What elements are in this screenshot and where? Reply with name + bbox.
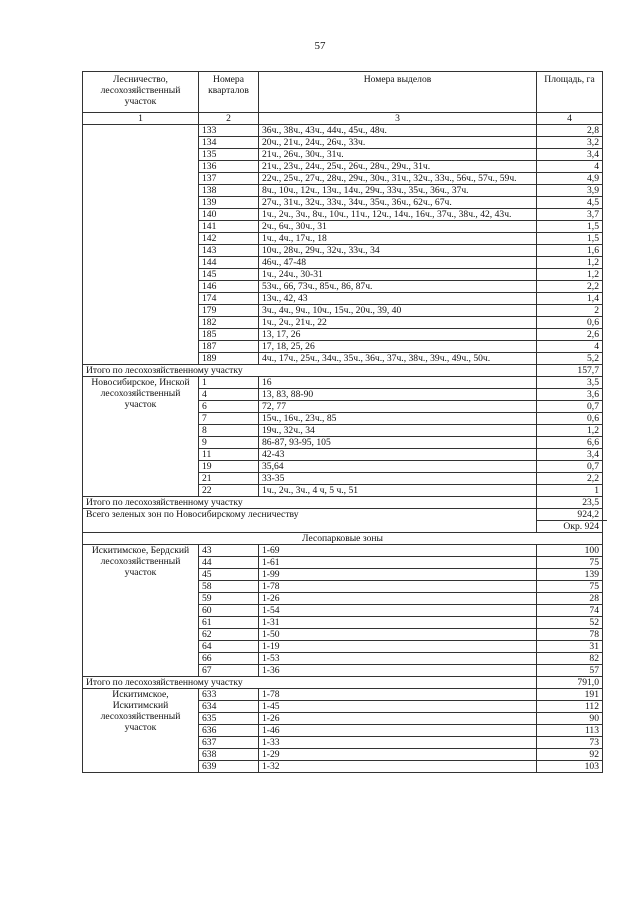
area-value: 82 — [537, 653, 603, 665]
allotment-numbers: 1-78 — [259, 581, 537, 593]
table-row — [83, 545, 603, 557]
quarter-number: 638 — [199, 749, 259, 761]
area-value: 3,9 — [537, 185, 603, 197]
forestry-name-cell: Искитимское, Бердский лесохозяйственный участок — [83, 545, 199, 677]
area-value: 3,2 — [537, 137, 603, 149]
header-area: Площадь, га — [537, 72, 603, 113]
quarter-number: 142 — [199, 233, 259, 245]
allotment-numbers: 20ч., 21ч., 24ч., 26ч., 33ч. — [259, 137, 537, 149]
allotment-numbers: 1-32 — [259, 761, 537, 773]
allotment-numbers: 86-87, 93-95, 105 — [259, 437, 537, 449]
quarter-number: 66 — [199, 653, 259, 665]
area-value: 28 — [537, 593, 603, 605]
quarter-number: 19 — [199, 461, 259, 473]
area-value: 0,7 — [537, 461, 603, 473]
grand-total-value — [537, 509, 603, 533]
quarter-number: 134 — [199, 137, 259, 149]
quarter-number: 635 — [199, 713, 259, 725]
allotment-numbers: 2ч., 6ч., 30ч., 31 — [259, 221, 537, 233]
allotment-numbers: 21ч., 23ч., 24ч., 25ч., 26ч., 28ч., 29ч., 31ч. — [259, 161, 537, 173]
area-value: 1,2 — [537, 269, 603, 281]
grand-total-row — [83, 509, 603, 533]
allotment-numbers: 13, 83, 88-90 — [259, 389, 537, 401]
quarter-number: 141 — [199, 221, 259, 233]
area-value: 1,5 — [537, 221, 603, 233]
quarter-number: 133 — [199, 125, 259, 137]
total-row — [83, 365, 603, 377]
allotment-numbers: 1-29 — [259, 749, 537, 761]
area-value: 5,2 — [537, 353, 603, 365]
quarter-number: 140 — [199, 209, 259, 221]
table-row — [83, 377, 603, 389]
area-value: 2,8 — [537, 125, 603, 137]
header-row — [83, 72, 603, 113]
area-value: 4 — [537, 341, 603, 353]
area-value: 4 — [537, 161, 603, 173]
total-row — [83, 497, 603, 509]
column-number: 2 — [199, 113, 259, 125]
quarter-number: 67 — [199, 665, 259, 677]
quarter-number: 138 — [199, 185, 259, 197]
total-value: 157,7 — [537, 365, 603, 377]
quarter-number: 11 — [199, 449, 259, 461]
quarter-number: 4 — [199, 389, 259, 401]
area-value: 73 — [537, 737, 603, 749]
quarter-number: 637 — [199, 737, 259, 749]
forestry-name-cell: Новосибирское, Инской лесохозяйственный участок — [83, 377, 199, 497]
header-allotments: Номера выделов — [259, 72, 537, 113]
area-value: 92 — [537, 749, 603, 761]
zones-table — [82, 71, 603, 773]
allotment-numbers: 46ч., 47-48 — [259, 257, 537, 269]
quarter-number: 145 — [199, 269, 259, 281]
allotment-numbers: 1-46 — [259, 725, 537, 737]
quarter-number: 146 — [199, 281, 259, 293]
allotment-numbers: 1-26 — [259, 713, 537, 725]
quarter-number: 59 — [199, 593, 259, 605]
area-value: 75 — [537, 557, 603, 569]
area-value: 1,6 — [537, 245, 603, 257]
allotment-numbers: 1-78 — [259, 689, 537, 701]
quarter-number: 139 — [199, 197, 259, 209]
column-number-row — [83, 113, 603, 125]
allotment-numbers: 1-26 — [259, 593, 537, 605]
allotment-numbers: 21ч., 26ч., 30ч., 31ч. — [259, 149, 537, 161]
allotment-numbers: 1-53 — [259, 653, 537, 665]
allotment-numbers: 1-61 — [259, 557, 537, 569]
area-value: 3,7 — [537, 209, 603, 221]
allotment-numbers: 1ч., 24ч., 30-31 — [259, 269, 537, 281]
allotment-numbers: 72, 77 — [259, 401, 537, 413]
page-number: 57 — [314, 40, 326, 52]
quarter-number: 137 — [199, 173, 259, 185]
total-row — [83, 677, 603, 689]
table-row — [83, 125, 603, 137]
area-value: 0,6 — [537, 317, 603, 329]
allotment-numbers: 17, 18, 25, 26 — [259, 341, 537, 353]
allotment-numbers: 15ч., 16ч., 23ч., 85 — [259, 413, 537, 425]
quarter-number: 636 — [199, 725, 259, 737]
allotment-numbers: 1-31 — [259, 617, 537, 629]
area-value: 112 — [537, 701, 603, 713]
quarter-number: 189 — [199, 353, 259, 365]
quarter-number: 6 — [199, 401, 259, 413]
allotment-numbers: 22ч., 25ч., 27ч., 28ч., 29ч., 30ч., 31ч., 32ч., 33ч., 56ч., 57ч., 59ч. — [259, 173, 537, 185]
area-value: 2,2 — [537, 473, 603, 485]
area-value: 74 — [537, 605, 603, 617]
quarter-number: 639 — [199, 761, 259, 773]
total-value: 791,0 — [537, 677, 603, 689]
allotment-numbers: 1-33 — [259, 737, 537, 749]
forestry-name-cell — [83, 125, 199, 365]
allotment-numbers: 8ч., 10ч., 12ч., 13ч., 14ч., 29ч., 33ч., 35ч., 36ч., 37ч. — [259, 185, 537, 197]
area-value: 1,2 — [537, 257, 603, 269]
quarter-number: 7 — [199, 413, 259, 425]
area-value: 0,7 — [537, 401, 603, 413]
quarter-number: 64 — [199, 641, 259, 653]
area-value: 191 — [537, 689, 603, 701]
allotment-numbers: 42-43 — [259, 449, 537, 461]
area-value: 6,6 — [537, 437, 603, 449]
allotment-numbers: 53ч., 66, 73ч., 85ч., 86, 87ч. — [259, 281, 537, 293]
total-label: Итого по лесохозяйственному участку — [83, 497, 537, 509]
quarter-number: 45 — [199, 569, 259, 581]
allotment-numbers: 1-54 — [259, 605, 537, 617]
quarter-number: 182 — [199, 317, 259, 329]
section-title: Лесопарковые зоны — [83, 533, 603, 545]
area-value: 103 — [537, 761, 603, 773]
allotment-numbers: 36ч., 38ч., 43ч., 44ч., 45ч., 48ч. — [259, 125, 537, 137]
allotment-numbers: 33-35 — [259, 473, 537, 485]
forestry-name-cell: Искитимское, Искитимский лесохозяйственный участок — [83, 689, 199, 773]
quarter-number: 174 — [199, 293, 259, 305]
section-row — [83, 533, 603, 545]
quarter-number: 179 — [199, 305, 259, 317]
quarter-number: 185 — [199, 329, 259, 341]
area-value: 31 — [537, 641, 603, 653]
allotment-numbers: 3ч., 4ч., 9ч., 10ч., 15ч., 20ч., 39, 40 — [259, 305, 537, 317]
quarter-number: 143 — [199, 245, 259, 257]
area-value: 90 — [537, 713, 603, 725]
allotment-numbers: 13, 17, 26 — [259, 329, 537, 341]
grand-total-exact: 924,2 — [577, 509, 599, 520]
allotment-numbers: 1-99 — [259, 569, 537, 581]
allotment-numbers: 19ч., 32ч., 34 — [259, 425, 537, 437]
total-label: Итого по лесохозяйственному участку — [83, 365, 537, 377]
allotment-numbers: 1-50 — [259, 629, 537, 641]
quarter-number: 633 — [199, 689, 259, 701]
table-body — [83, 125, 603, 773]
allotment-numbers: 1-45 — [259, 701, 537, 713]
header-quarters: Номера кварталов — [199, 72, 259, 113]
area-value: 1,2 — [537, 425, 603, 437]
column-number: 4 — [537, 113, 603, 125]
area-value: 1 — [537, 485, 603, 497]
column-number: 3 — [259, 113, 537, 125]
area-value: 2,2 — [537, 281, 603, 293]
area-value: 3,5 — [537, 377, 603, 389]
area-value: 75 — [537, 581, 603, 593]
allotment-numbers: 27ч., 31ч., 32ч., 33ч., 34ч., 35ч., 36ч., 62ч., 67ч. — [259, 197, 537, 209]
allotment-numbers: 1-36 — [259, 665, 537, 677]
column-number: 1 — [83, 113, 199, 125]
allotment-numbers: 16 — [259, 377, 537, 389]
allotment-numbers: 1-69 — [259, 545, 537, 557]
allotment-numbers: 1ч., 2ч., 21ч., 22 — [259, 317, 537, 329]
allotment-numbers: 1ч., 2ч., 3ч., 4 ч, 5 ч., 51 — [259, 485, 537, 497]
allotment-numbers: 1-19 — [259, 641, 537, 653]
area-value: 4,9 — [537, 173, 603, 185]
quarter-number: 60 — [199, 605, 259, 617]
area-value: 3,4 — [537, 149, 603, 161]
quarter-number: 9 — [199, 437, 259, 449]
quarter-number: 58 — [199, 581, 259, 593]
area-value: 52 — [537, 617, 603, 629]
allotment-numbers: 10ч., 28ч., 29ч., 32ч., 33ч., 34 — [259, 245, 537, 257]
area-value: 3,6 — [537, 389, 603, 401]
quarter-number: 136 — [199, 161, 259, 173]
allotment-numbers: 13ч., 42, 43 — [259, 293, 537, 305]
grand-total-label: Всего зеленых зон по Новосибирскому лесничеству — [83, 509, 537, 533]
quarter-number: 135 — [199, 149, 259, 161]
grand-total-rounded: Окр. 924 — [537, 520, 607, 532]
area-value: 4,5 — [537, 197, 603, 209]
allotment-numbers: 35,64 — [259, 461, 537, 473]
area-value: 1,5 — [537, 233, 603, 245]
area-value: 78 — [537, 629, 603, 641]
area-value: 3,4 — [537, 449, 603, 461]
area-value: 113 — [537, 725, 603, 737]
quarter-number: 1 — [199, 377, 259, 389]
quarter-number: 634 — [199, 701, 259, 713]
quarter-number: 61 — [199, 617, 259, 629]
area-value: 57 — [537, 665, 603, 677]
allotment-numbers: 1ч., 2ч., 3ч., 8ч., 10ч., 11ч., 12ч., 14ч., 16ч., 37ч., 38ч., 42, 43ч. — [259, 209, 537, 221]
area-value: 2 — [537, 305, 603, 317]
quarter-number: 144 — [199, 257, 259, 269]
area-value: 0,6 — [537, 413, 603, 425]
quarter-number: 187 — [199, 341, 259, 353]
quarter-number: 62 — [199, 629, 259, 641]
total-value: 23,5 — [537, 497, 603, 509]
quarter-number: 44 — [199, 557, 259, 569]
quarter-number: 8 — [199, 425, 259, 437]
allotment-numbers: 4ч., 17ч., 25ч., 34ч., 35ч., 36ч., 37ч., 38ч., 39ч., 49ч., 50ч. — [259, 353, 537, 365]
quarter-number: 22 — [199, 485, 259, 497]
table-row — [83, 689, 603, 701]
quarter-number: 21 — [199, 473, 259, 485]
area-value: 2,6 — [537, 329, 603, 341]
area-value: 139 — [537, 569, 603, 581]
quarter-number: 43 — [199, 545, 259, 557]
area-value: 1,4 — [537, 293, 603, 305]
allotment-numbers: 1ч., 4ч., 17ч., 18 — [259, 233, 537, 245]
header-forestry: Лесничество, лесохозяйственный участок — [83, 72, 199, 113]
area-value: 100 — [537, 545, 603, 557]
total-label: Итого по лесохозяйственному участку — [83, 677, 537, 689]
